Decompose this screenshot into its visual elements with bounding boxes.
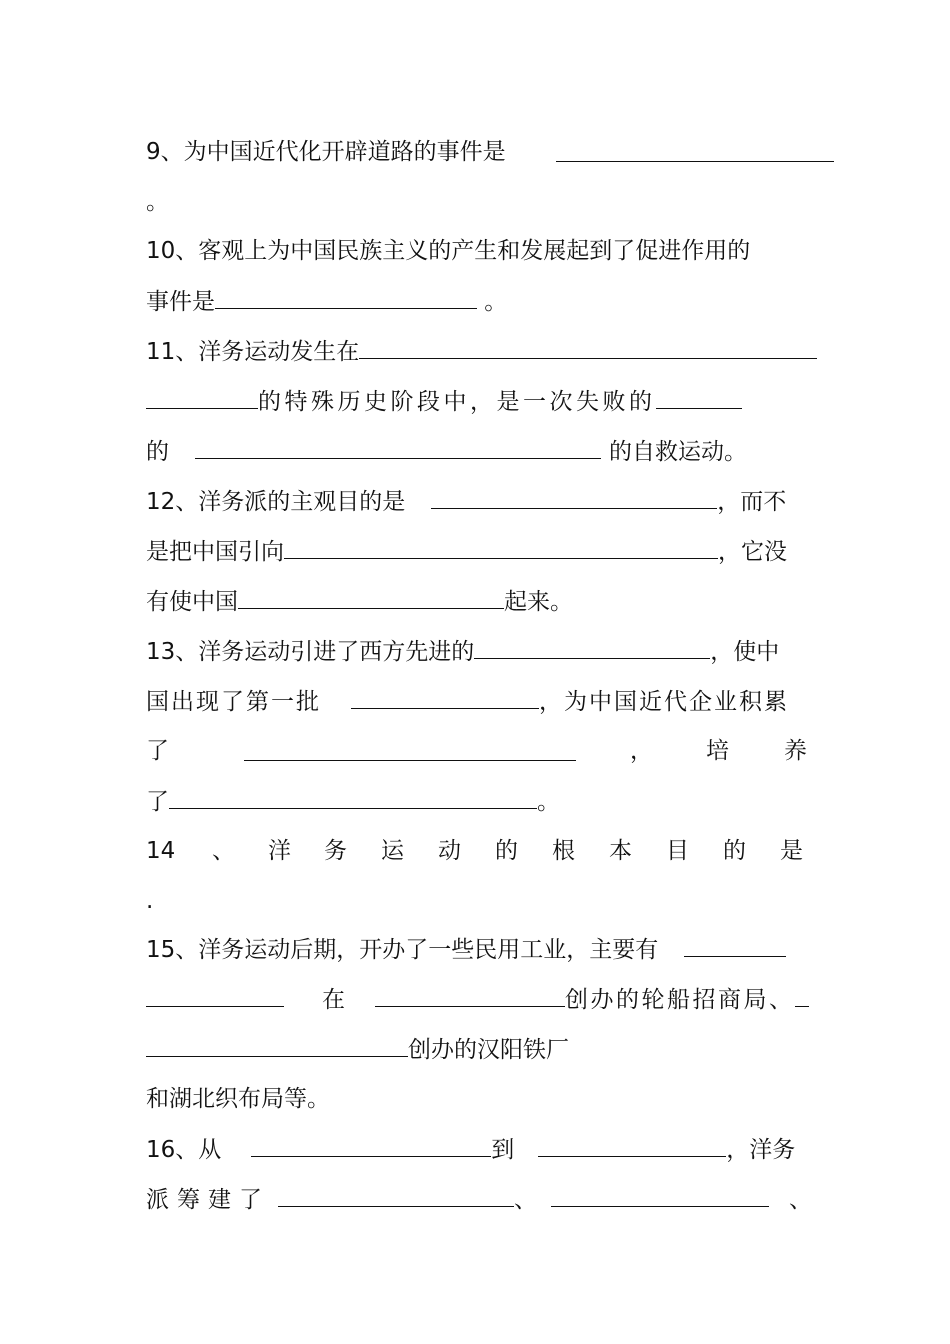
question-14-line1 [146, 836, 806, 866]
question-14-char: 动 [438, 838, 461, 864]
answer-blank-15a-cont[interactable] [146, 984, 284, 1007]
question-12-text-2-end: ，它没 [718, 539, 787, 565]
question-10-text: 10、客观上为中国民族主义的产生和发展起到了促进作用的 [146, 238, 751, 264]
question-13-text: 13、洋务运动引进了西方先进的 [146, 639, 475, 665]
question-9-text: 9、为中国近代化开辟道路的事件是 [146, 139, 506, 165]
question-10-text-start: 事件是 [146, 289, 215, 315]
question-15-line2 [146, 984, 809, 1014]
question-13-text-pei: 培 [706, 738, 729, 764]
question-13-text-2: 国出现了第一批 [146, 689, 321, 715]
answer-blank-12b[interactable] [284, 536, 718, 559]
question-11-text-mid: 的特殊历史阶段中，是一次失败的 [258, 389, 656, 415]
question-13-line4 [146, 786, 560, 816]
question-15-text-2-end: 创办的轮船招商局、 [565, 987, 795, 1013]
question-12-line3 [146, 586, 573, 616]
question-12-text-end: ，而不 [717, 489, 787, 515]
question-14-number: 14 [146, 838, 176, 864]
question-14-char: 的 [723, 838, 746, 864]
question-11-text-de: 的 [146, 439, 169, 465]
question-12-text-3: 有使中国 [146, 589, 238, 615]
question-16-comma-1: 、 [514, 1187, 537, 1213]
answer-blank-11a[interactable] [359, 336, 817, 359]
question-13-text-4-end: 。 [537, 789, 560, 815]
question-14-char: 根 [552, 838, 575, 864]
question-13-text-yang: 养 [784, 738, 807, 764]
answer-blank-15c-cont[interactable] [146, 1034, 408, 1057]
question-15-line3 [146, 1034, 569, 1064]
question-13-text-le: 了 [146, 738, 169, 764]
question-16-text-dao: 到 [491, 1137, 515, 1163]
question-12-text-2: 是把中国引向 [146, 539, 284, 565]
question-16-text: 16、从 [146, 1137, 222, 1163]
question-14-char: 务 [324, 838, 347, 864]
question-16-text-end: ，洋务 [726, 1137, 796, 1163]
answer-blank-13d[interactable] [169, 786, 537, 809]
question-11-text-end: 的自救运动。 [609, 439, 747, 465]
question-9-period: 。 [146, 189, 169, 215]
answer-blank-11c[interactable] [195, 436, 601, 459]
question-15-line4 [146, 1084, 330, 1114]
answer-blank-10[interactable] [215, 286, 477, 309]
question-16-text-2: 派筹建了 [146, 1187, 270, 1213]
question-15-text-3-end: 创办的汉阳铁厂 [408, 1037, 569, 1063]
answer-blank-11a-cont[interactable] [146, 386, 258, 409]
question-11-line2 [146, 386, 742, 416]
answer-blank-16b[interactable] [538, 1134, 726, 1157]
question-13-line3 [146, 736, 806, 766]
answer-blank-13b[interactable] [351, 686, 539, 709]
question-12-text: 12、洋务派的主观目的是 [146, 489, 406, 515]
answer-blank-9[interactable] [556, 139, 834, 162]
question-11-text: 11、洋务运动发生在 [146, 339, 360, 365]
question-14-char: 洋 [268, 838, 291, 864]
question-13-line1 [146, 636, 779, 666]
question-14-dot: . [146, 888, 154, 914]
question-13-text-end: ，使中 [710, 639, 780, 665]
question-16-comma-2: 、 [789, 1187, 812, 1213]
question-13-comma: ， [630, 738, 653, 764]
answer-blank-16c[interactable] [278, 1184, 514, 1207]
question-13-text-2-end: ，为中国近代企业积累 [539, 689, 789, 715]
question-12-line2 [146, 536, 787, 566]
question-16-line2 [146, 1184, 812, 1214]
question-15-line1 [146, 934, 786, 964]
answer-blank-15c[interactable] [795, 984, 809, 1007]
question-14-line2 [146, 886, 153, 916]
answer-blank-16a[interactable] [251, 1134, 491, 1157]
answer-blank-12c[interactable] [238, 586, 504, 609]
answer-blank-13a[interactable] [474, 636, 710, 659]
question-11-line3 [146, 436, 747, 466]
question-10-text-end: 。 [477, 289, 508, 315]
question-13-line2 [146, 686, 789, 716]
question-12-line1 [146, 486, 786, 516]
question-10-line1 [146, 236, 750, 266]
question-11-line1 [146, 336, 817, 366]
question-14-char: 本 [609, 838, 632, 864]
question-14-char: 是 [780, 838, 803, 864]
question-16-line1 [146, 1134, 795, 1164]
question-9 [146, 137, 506, 167]
question-13-text-4: 了 [146, 789, 169, 815]
question-15-text-4: 和湖北织布局等。 [146, 1086, 330, 1112]
answer-blank-16d[interactable] [551, 1184, 769, 1207]
answer-blank-15a[interactable] [684, 934, 786, 957]
answer-blank-15b[interactable] [375, 984, 565, 1007]
question-14-char: 、 [212, 838, 235, 864]
question-12-text-3-end: 起来。 [504, 589, 573, 615]
question-14-char: 目 [666, 838, 689, 864]
question-14-char: 运 [381, 838, 404, 864]
question-15-text: 15、洋务运动后期，开办了一些民用工业，主要有 [146, 937, 659, 963]
question-15-text-zai: 在 [322, 987, 345, 1013]
answer-blank-13c[interactable] [244, 738, 576, 761]
question-9-end [146, 187, 169, 217]
answer-blank-12a[interactable] [431, 486, 717, 509]
answer-blank-11b[interactable] [656, 386, 742, 409]
question-14-char: 的 [495, 838, 518, 864]
question-10-line2 [146, 286, 507, 316]
